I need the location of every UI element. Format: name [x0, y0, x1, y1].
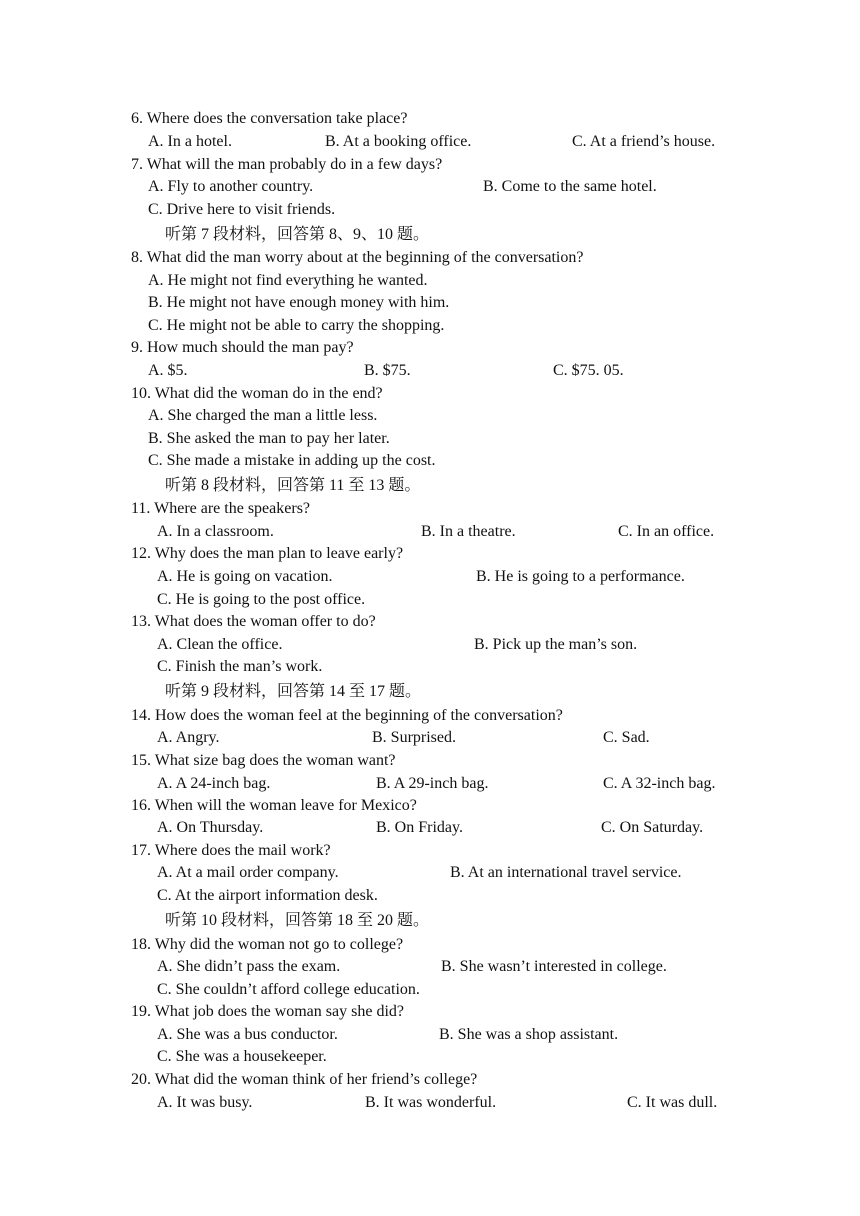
option-b: B. Come to the same hotel.: [483, 178, 657, 195]
option-a: A. $5.: [148, 362, 188, 379]
section-instruction: 听第 7 段材料，回答第 8、9、10 题。: [165, 226, 430, 243]
option-c: C. He is going to the post office.: [157, 591, 366, 608]
option-a: A. In a hotel.: [148, 133, 232, 150]
option-c: C. She made a mistake in adding up the cost.: [148, 452, 436, 469]
question-stem: 9. How much should the man pay?: [131, 339, 354, 356]
option-a: A. Angry.: [157, 729, 220, 746]
option-a: A. Clean the office.: [157, 636, 283, 653]
option-b: B. On Friday.: [376, 819, 463, 836]
option-a: A. On Thursday.: [157, 819, 264, 836]
option-b: B. At a booking office.: [325, 133, 472, 150]
option-c: C. He might not be able to carry the shopping.: [148, 317, 445, 334]
option-a: A. At a mail order company.: [157, 864, 339, 881]
option-c: C. It was dull.: [627, 1094, 718, 1111]
option-a: A. In a classroom.: [157, 523, 274, 540]
option-b: B. $75.: [364, 362, 411, 379]
section-instruction: 听第 8 段材料，回答第 11 至 13 题。: [165, 477, 421, 494]
question-stem: 7. What will the man probably do in a few days?: [131, 156, 443, 173]
option-b: B. She wasn’t interested in college.: [441, 958, 667, 975]
option-c: C. She was a housekeeper.: [157, 1048, 327, 1065]
option-c: C. Finish the man’s work.: [157, 658, 323, 675]
question-stem: 12. Why does the man plan to leave early?: [131, 545, 404, 562]
question-stem: 14. How does the woman feel at the beginning of the conversation?: [131, 707, 563, 724]
section-instruction: 听第 9 段材料，回答第 14 至 17 题。: [165, 683, 422, 700]
question-stem: 16. When will the woman leave for Mexico?: [131, 797, 417, 814]
option-a: A. It was busy.: [157, 1094, 253, 1111]
option-a: A. He might not find everything he wanted.: [148, 272, 428, 289]
option-b: B. He might not have enough money with him.: [148, 294, 450, 311]
section-instruction: 听第 10 段材料，回答第 18 至 20 题。: [165, 912, 430, 929]
option-b: B. In a theatre.: [421, 523, 516, 540]
option-c: C. At a friend’s house.: [572, 133, 716, 150]
option-c: C. At the airport information desk.: [157, 887, 378, 904]
question-stem: 19. What job does the woman say she did?: [131, 1003, 404, 1020]
option-b: B. It was wonderful.: [365, 1094, 497, 1111]
option-b: B. She was a shop assistant.: [439, 1026, 619, 1043]
question-stem: 15. What size bag does the woman want?: [131, 752, 396, 769]
option-a: A. He is going on vacation.: [157, 568, 333, 585]
option-a: A. She didn’t pass the exam.: [157, 958, 341, 975]
option-c: C. On Saturday.: [601, 819, 704, 836]
option-c: C. She couldn’t afford college education.: [157, 981, 420, 998]
option-b: B. A 29-inch bag.: [376, 775, 489, 792]
question-stem: 10. What did the woman do in the end?: [131, 385, 383, 402]
question-stem: 18. Why did the woman not go to college?: [131, 936, 404, 953]
option-b: B. He is going to a performance.: [476, 568, 685, 585]
option-b: B. Surprised.: [372, 729, 456, 746]
question-stem: 17. Where does the mail work?: [131, 842, 331, 859]
option-c: C. Sad.: [603, 729, 650, 746]
option-c: C. $75. 05.: [553, 362, 624, 379]
question-stem: 13. What does the woman offer to do?: [131, 613, 376, 630]
question-stem: 8. What did the man worry about at the beginning of the conversation?: [131, 249, 584, 266]
question-stem: 11. Where are the speakers?: [131, 500, 311, 517]
question-stem: 20. What did the woman think of her friend’s college?: [131, 1071, 478, 1088]
option-b: B. She asked the man to pay her later.: [148, 430, 390, 447]
option-a: A. She charged the man a little less.: [148, 407, 378, 424]
option-c: C. A 32-inch bag.: [603, 775, 716, 792]
option-b: B. At an international travel service.: [450, 864, 682, 881]
option-c: C. In an office.: [618, 523, 715, 540]
option-b: B. Pick up the man’s son.: [474, 636, 638, 653]
option-a: A. She was a bus conductor.: [157, 1026, 338, 1043]
question-stem: 6. Where does the conversation take place?: [131, 110, 408, 127]
option-c: C. Drive here to visit friends.: [148, 201, 336, 218]
option-a: A. A 24-inch bag.: [157, 775, 271, 792]
option-a: A. Fly to another country.: [148, 178, 314, 195]
